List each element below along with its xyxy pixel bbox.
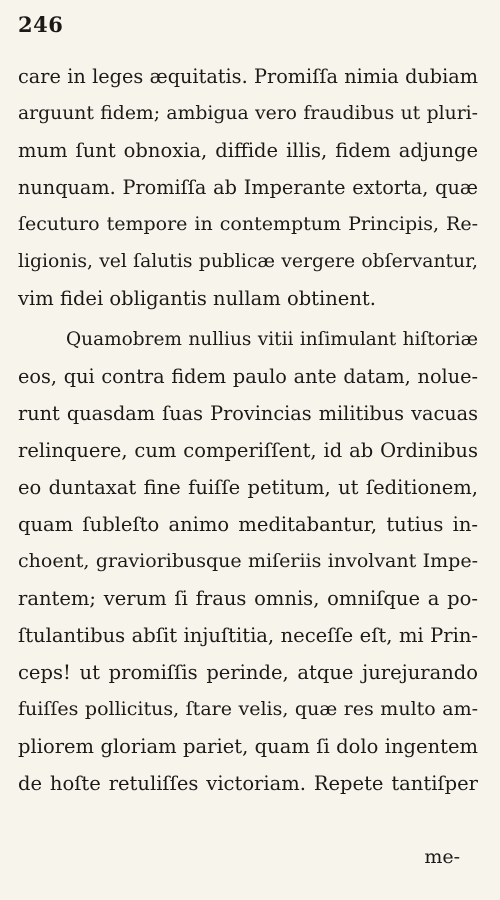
text-line: arguunt fidem; ambigua vero fraudibus ut pluri- (18, 103, 478, 124)
text-line: vim fidei obligantis nullam obtinent. (18, 287, 376, 310)
text-line: rantem; verum ſi fraus omnis, omniſque a po- (18, 587, 478, 610)
text-line: eos, qui contra fidem paulo ante datam, nolue- (18, 365, 478, 388)
text-line: quam ſubleſto animo meditabantur, tutius in- (18, 513, 478, 536)
text-line: eo duntaxat fine fuiſſe petitum, ut ſeditionem, (18, 476, 478, 499)
page-number: 246 (18, 12, 64, 37)
text-line: de hoſte retuliſſes victoriam. Repete tantiſper (18, 772, 478, 795)
text-line: Quamobrem nullius vitii inſimulant hiſtoriæ (66, 329, 478, 350)
body-text (18, 58, 478, 802)
text-line: fuiſſes pollicitus, ſtare velis, quæ res multo am- (18, 698, 478, 720)
paragraph-2 (18, 321, 478, 802)
text-line: ſecuturo tempore in contemptum Principis, Re- (18, 213, 478, 235)
text-line: ceps! ut promiſſis perinde, atque jurejurando (18, 661, 478, 684)
text-line: runt quasdam ſuas Provincias militibus vacuas (18, 402, 478, 425)
text-line: nunquam. Promiſſa ab Imperante extorta, quæ (18, 176, 478, 199)
paragraph-1 (18, 58, 478, 317)
text-line: pliorem gloriam pariet, quam ſi dolo ingentem (18, 735, 478, 758)
text-line: mum ſunt obnoxia, diffide illis, fidem adjunge (18, 139, 478, 162)
text-line: ligionis, vel ſalutis publicæ vergere obſervantur, (18, 251, 478, 272)
text-line: choent, gravioribusque miſeriis involvant Impe- (18, 550, 478, 572)
catchword: me- (424, 846, 460, 868)
text-line: care in leges æquitatis. Promiſſa nimia dubiam (18, 65, 478, 88)
text-line: relinquere, cum comperiſſent, id ab Ordinibus (18, 439, 478, 462)
text-line: ſtulantibus abſit injuſtitia, neceſſe eſt, mi Prin- (18, 624, 478, 647)
